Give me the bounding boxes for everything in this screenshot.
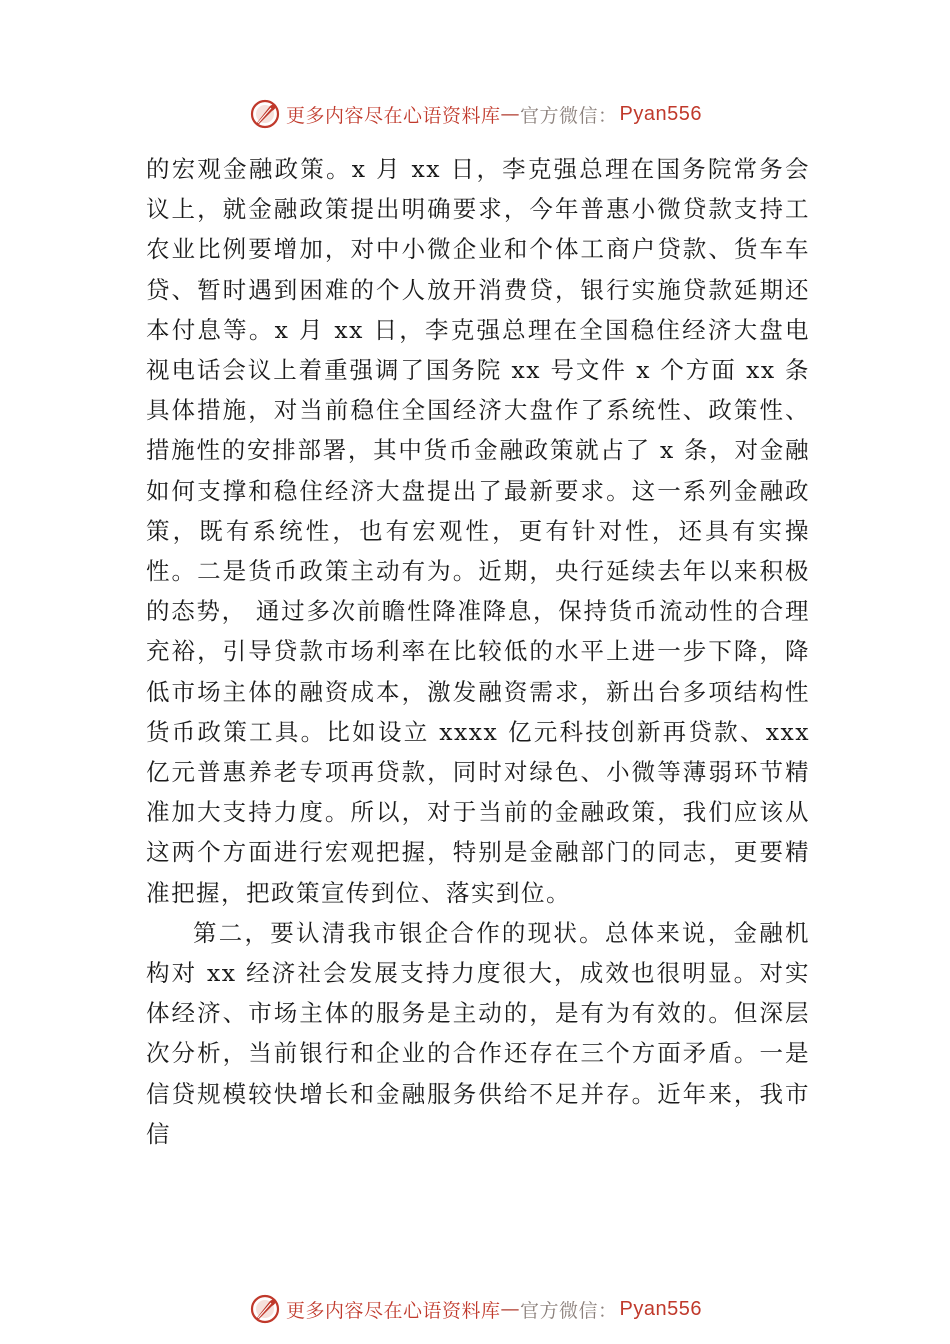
document-body [146,149,810,1154]
footer-watermark-banner [0,1289,950,1329]
banner-wechat-label: 官方微信： [520,104,618,127]
body-paragraph-1: 的宏观金融政策。x 月 xx 日，李克强总理在国务院常务会议上，就金融政策提出明确要求，今年普惠小微贷款支持工农业比例要增加，对中小微企业和个体工商户贷款、货车车贷、暂时遇到困难的个人放开消费贷，银行实施贷款延期还本付息等。x 月 xx 日，李克强总理在全国稳住经济大盘电视电话会议上着重强调了国务院 xx 号文件 x 个方面 xx 条具体措施，对当前稳住全国经济大盘作了系统性、政策性、措施性的安排部署，其中货币金融政策就占了 x 条，对金融如何支撑和稳住经济大盘提出了最新要求。这一系列金融政策，既有系统性，也有宏观性，更有针对性，还具有实操性。二是货币政策主动有为。近期，央行延续去年以来积极的态势， 通过多次前瞻性降准降息，保持货币流动性的合理充裕，引导贷款市场利率在比较低的水平上进一步下降，降低市场主体的融资成本，激发融资需求，新出台多项结构性货币政策工具。比如设立 xxxx 亿元科技创新再贷款、xxx 亿元普惠养老专项再贷款，同时对绿色、小微等薄弱环节精准加大支持力度。所以，对于当前的金融政策，我们应该从这两个方面进行宏观把握，特别是金融部门的同志，更要精准把握，把政策宣传到位、落实到位。 [146,155,810,907]
quill-logo-icon [248,97,282,131]
banner-dash: — [500,103,521,125]
banner-wechat-label: 官方微信： [520,1299,618,1322]
banner-wechat-id: Pyan556 [619,102,702,125]
body-paragraph-2: 第二，要认清我市银企合作的现状。总体来说，金融机构对 xx 经济社会发展支持力度很大，成效也很明显。对实体经济、市场主体的服务是主动的，是有为有效的。但深层次分析，当前银行和企业的合作还存在三个方面矛盾。一是信贷规模较快增长和金融服务供给不足并存。近年来，我市信 [146,918,810,1148]
banner-dash: — [500,1298,521,1320]
banner-site-text: 更多内容尽在心语资料库 [286,104,501,127]
banner-site-text: 更多内容尽在心语资料库 [286,1299,501,1322]
header-watermark-banner [0,94,950,134]
banner-wechat-id: Pyan556 [619,1297,702,1320]
quill-logo-icon [248,1292,282,1326]
